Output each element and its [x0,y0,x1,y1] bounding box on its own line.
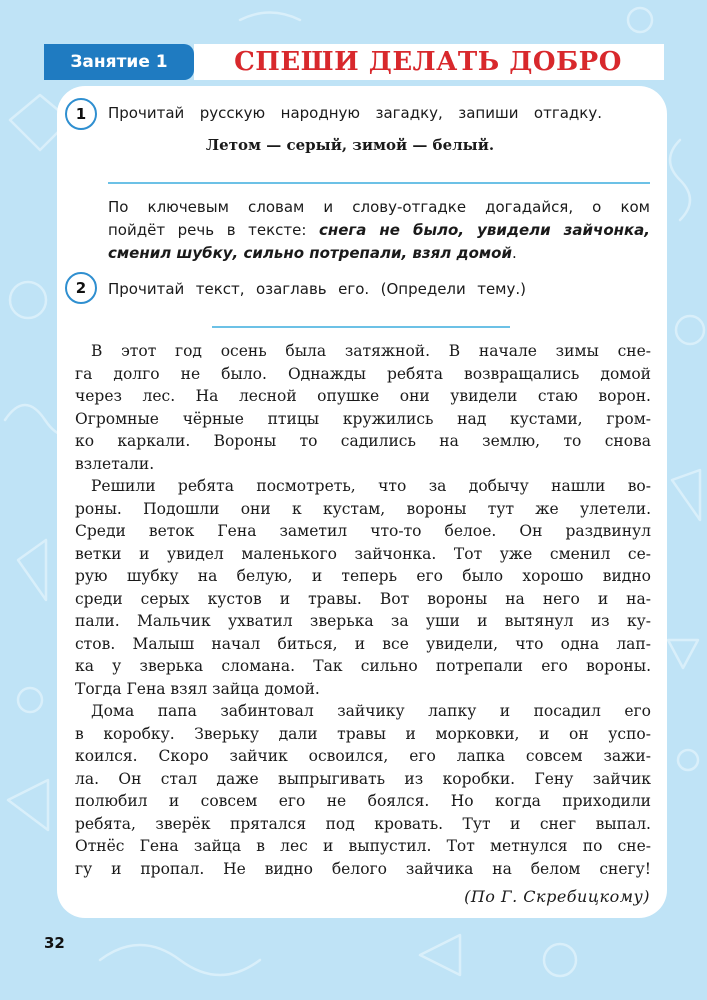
story-line: Отнёс Гена зайца в лес и выпустил. Тот метнулся по сне- [75,837,651,855]
story-line: гу и пропал. Не видно белого зайчика на белом снегу! [75,859,651,878]
story-line: В этот год осень была затяжной. В начале зимы сне- [91,342,651,360]
story-line: полюбил и совсем его не боялся. Но когда приходили [75,792,651,810]
story-line: Дома папа забинтовал зайчику лапку и посадил его [91,702,651,720]
story-line: Тогда Гена взял зайца домой. [75,679,320,698]
page-title: СПЕШИ ДЕЛАТЬ ДОБРО [234,47,622,77]
story-line: среди серых кустов и травы. Вот вороны на него и на- [75,589,651,608]
hint-line: сменил шубку, сильно потрепали, взял домой. [108,244,517,262]
title-answer-line[interactable] [212,326,510,328]
story-line: ветки и увидел маленького зайчонка. Тот уже сменил се- [75,544,651,563]
story-line: ка у зверька сломана. Так сильно потрепали его вороны. [75,657,651,675]
story-line: роны. Подошли они к кустам, вороны тут же улетели. [75,499,651,518]
task1-instruction: Прочитай русскую народную загадку, запиши отгадку. [108,104,602,122]
hint-line: пойдёт речь в тексте: снега не было, увидели зайчонка, [108,221,650,239]
story-line: ла. Он стал даже выпрыгивать из коробки. Гену зайчик [75,769,651,788]
riddle-text: Летом — серый, зимой — белый. [205,136,495,154]
story-author: (По Г. Скребицкому) [464,887,650,906]
story-line: рую шубку на белую, и теперь его было хорошо видно [75,567,651,585]
story-line: взлетали. [75,454,155,473]
hint-line: По ключевым словам и слову-отгадке догадайся, о ком [108,198,650,216]
task-number-badge: 1 [65,98,97,130]
page-number: 32 [44,934,65,952]
story-line: в коробку. Зверьку дали травы и морковки, и он успо- [75,724,651,743]
task1-hint [108,196,650,265]
story-line: коился. Скоро зайчик освоился, его лапка совсем зажи- [75,747,651,765]
story-text [75,340,651,880]
task-number-badge: 2 [65,272,97,304]
story-line: ко каркали. Вороны то садились на землю, то снова [75,432,651,450]
story-line: Огромные чёрные птицы кружились над кустами, гром- [75,409,651,428]
story-line: Среди веток Гена заметил что-то белое. Он раздвинул [75,522,651,540]
lesson-tab: Занятие 1 [44,44,194,80]
story-line: Решили ребята посмотреть, что за добычу нашли во- [91,477,651,495]
story-line: пали. Мальчик ухватил зверька за уши и вытянул из ку- [75,612,651,630]
task2-instruction: Прочитай текст, озаглавь его. (Определи тему.) [108,280,526,298]
story-line: ребята, зверёк прятался под кровать. Тут и снег выпал. [75,814,651,833]
story-line: через лес. На лесной опушке они увидели стаю ворон. [75,387,651,405]
story-line: стов. Малыш начал биться, и все увидели, что одна лап- [75,634,651,653]
answer-line[interactable] [108,182,650,184]
story-line: га долго не было. Однажды ребята возвращались домой [75,364,651,383]
